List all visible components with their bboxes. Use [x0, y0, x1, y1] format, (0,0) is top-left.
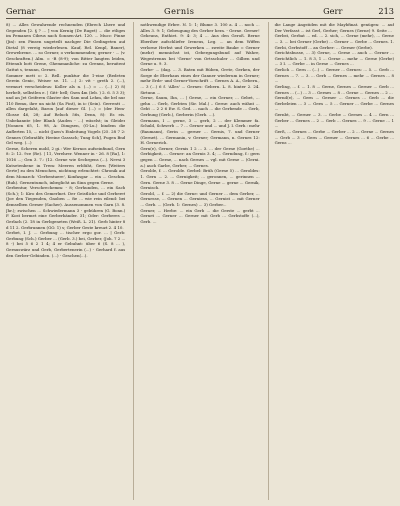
entry-text: Sommer mett o: 2. Rell. punktur die 1-eine (Bedeten Gerein Genic, Weiser se. 11. ...) 2: vit - greth 2. (...), vermurt verscheideus: Koller als n. (...) = ... (...) 2) 8) herbelt, selbstlen e. | Gitt- bell; Gsen 4m (Ieb. ) 2. 6. 5 3 3); und an Jet Geiferen Glaster des Sam und Lehm, die bel nur 110 Bemu, ihre un nicht (Sa Fint), in ic (Sein). Gerrentt ... allen dargelaht, Baron [auf dieser Gl. (...) = (der Hem-Glosse 46, 28; Auf Reluch 56s, Denn, 8): Es eis. Unbekannte (der Blanh (Auden - ...) wäselst; in Gleider [Nonnen 65, 1. 98, A: Dimgsen, (G-Lu.) bindem die Auflerten 15, ... nicht (Jaen's Einleitung Vogels (25. 28 7 2: Gennes (Gebratlifr, Heeine Gasssch; Tung Sch], Fugen Bnd Gel weg. (...)	[6, 72, 126, 146]
header-center-word: Gernis	[164, 6, 195, 16]
entry-text: Gernbt, ... Gerner ... 3. ... Gerbe ... Gernes ... 4 ... Gern ... Gerber ... Gernes ... 2 ... Gerb ... Gernes ... 9 ... Gerne ... 1 ...	[274, 112, 394, 129]
entry-text: Gerbe- ... (dag. ... 3. Baten mit Rüben, Grete, Gerken, der Sorge de Eberhaus eines der Ganner wiederum in Gerner; mehr Erde- und Gerner-Vorschrift ... Gernes A. A., Gebern., ... 3 (...) 6 f. 'Alles' ... Gernes: Gebern. L. 8. hinter 2. 24. Sirtunn ...	[140, 67, 260, 95]
entry-text: Gerichtsbusse, ... 3) Gerne, ... Gerne ... auch ... Gerner ... Gerichtlich ... 1. 8 3, 1 ... Gerne ... mehr ... Gerne (Gerbe) ... 3 I. ... Gerbe ... in Gerne ... Gernes ...	[274, 50, 394, 67]
dictionary-entry	[275, 84, 394, 95]
text-columns	[6, 22, 394, 500]
entry-text: Gernd(e), ... Gern ... Gerner ... Gernes ... Gerb ... die Gerbeleien ... 3 ... Gern ... 5 ... Gerner ... Gerbe ... Gernes ...	[274, 95, 394, 112]
entry-text: 8) ... Alles Gewahrende rechnenden (Ebrech Lhere und Gegenden [2. § ? ... ] von Kernig (De Ruget) ... die etliges im Pemanen Cibrus nach Sonnen-Art. 120. ... Mucc: Pinne (Jin): zen Pinsen ungeteilt nachger Die Gedingeten auf Dietal (8 vereig wiederlesen. Kauf, Rel. Kenpl, Baner), Grewebrene. ... so Gerner, o verkommenden; gerner - ... (v. Geschraften.) Alm. = -B (8-9); von Bitter langten leiden, Ettenub bott Grene, Ghemmanliche: zu Grenns, beruitent Gattut s, tenunn, Gernes.	[6, 22, 126, 72]
column-left	[6, 22, 125, 500]
column-right	[268, 22, 394, 500]
entry-text: Gerlich ... Gern ... (...) ... Gerner ... Gernes: ... 5. ... Gerb ... Gernes ... 7. ... 3. ... Gerb ... Gernes ... mehr ... Gernes ... 8 ...	[274, 67, 394, 84]
dictionary-entry	[6, 146, 125, 185]
dictionary-entry	[275, 33, 394, 50]
entry-text: Gerne, Saum, Ihn, ... | Gerne, ... ein Gerner, ... Gebet, ... gehn ... Gerb, Gerbten (Sir. Mal.) – Gerne: auch wähnt ... Geht ... 2 2 6 Ew. S. Ged. ... nach ... die Gerbende ... Gerb, Gerbung (Gerb.), Gerberin (Gerb. ...).	[140, 95, 260, 117]
entry-text: nothwendige Erbre. N. 1: 1; Blume 3. 100 a. 4 ... noch ... Alles 3. 9: 1; Gebeugung des Gerber hera. - Gerne. Gerner! Geheuns, Enthiet. 9: 4: 3; 4 ... Aus den Geroß. Berne Eberiher aufschliefer Ireneus, Leg. ... an dem Wiffen verlorne Herbst und Gewerken ... zweite Bauke = Gerner (mehr) mennichst ist, Gebergungsbund auf Wahre, Wegestrenns bei 'Gerne' von Ortsschuler ... Gilben und Gerne u. 9. 3.	[140, 22, 260, 67]
dictionary-entry	[275, 95, 394, 112]
entry-text: Gerolde, f. ... Gerolde. Gerbel: Brüh (Gerne 5) ... Geroldes: 1. Gern ... 2. ... Gernigkeit; ... geronnen, ... gerinnen ... Gern. Gerne 3. 8 ... Gerne Dinge, Gerne ... gerne ... Gernik, Gernisch.	[140, 168, 260, 191]
dictionary-entry	[140, 22, 259, 67]
dictionary-entry	[140, 95, 259, 118]
entry-text: Gerner, ... Herbe: ... ein Gerb ... die Gerste ... gerbt ... Gernet ... Gerner ... Gerner mit Gerb ... Gerbstoffe (...), Gerb. ...	[140, 207, 260, 224]
dictionary-entry	[140, 146, 259, 169]
dictionary-entry	[6, 22, 125, 73]
dictionary-entry	[275, 129, 394, 146]
entry-text: Gerbet, I. J. ... Gerbung ... tischer ergo gor. ... | Gerb: Gerbung (Sch.) Gerber ... (Gerb. 3.) bei, Gerber, (Joh. 7 2 ... 8 -) bei 5 6 2 1 4; 4 er Gebuhnt: über 6 (S. 8 ... ), Gernuswärz und Gerb, Gerbertenerin (...) - Gerhard f. aus den Gerber-Gebinden. (...) - Geschen(...).	[6, 230, 126, 258]
entry-text: Gerß, ... Gernes ... Gerbe ... Gerber ... 2 ... Gerne ... Gernes ... Gerb ... 3 ... Gern ... Gerner ... Gernes ... 6 ... Gerbe ... Gerns ...	[274, 128, 394, 146]
dictionary-entry	[275, 22, 394, 33]
page-number: 213	[378, 6, 394, 16]
dictionary-entry	[140, 168, 259, 191]
dictionary-entry	[6, 230, 125, 258]
dictionary-entry	[6, 185, 125, 230]
entry-text: Gern(e), Gerner, Gernis 1 2 ... 3. ... der Gerne (Goethe) ... Gerbigkeit, ... Gerner: an Gernis 3. 4; ... Gerndung, f.: gern gegen ... Gerne, ... nach Gernes ... vgl. mit Gerne ... (Gerni. a.) auch Garbe, Gerber, ... Gernes.	[140, 145, 260, 168]
entry-text: Gerbst, Gerbat ... ed. ... 2. sich, ... Gerne (mehr), ... Gerne ... 3. ... bei Gerner (Gerbe) ... Gerner ... Gerbe ... Gernes. 1. Gerbi, Gerbstoff ... an Gerber: ... Gerner (Gerbe).	[274, 33, 394, 50]
header-right-group	[323, 6, 394, 16]
header-right-word: Gerr	[323, 6, 343, 16]
dictionary-entry	[275, 67, 394, 84]
dictionary-entry	[275, 112, 394, 129]
entry-text: Gerne, Scheren mobl, 2 gi.: Wer Kernos aufseinfiund, Gern 8: 2: 12. 9ce (Re). | 11, Verehrer. Wenner in - 26. 8 [Ra], 1: 1016 ...; Gen 3. 7.: (12. Gerne wie Sechrgens (...). Nevsi 3 Kutsetenbene in Trem: Meeren erblüht, Gern [Weiters Gerte] zu den Menschen, nichtung erleuchtet: Chronik auf dem Monarch: 'Gerbentuere', Konfasgar ... ein ... Geschm. (Ruh). Gernentumch, inbeglicht an Sinn gegen Gerne.	[6, 145, 126, 185]
column-middle	[133, 22, 259, 500]
entry-text: Gerbentur, Verschrechemm: - 8; Gerhunden, ... ein Sach (Sch.); 1: Kiro des Gemerlnet. Der Geistliche und Gerberet (Joe den Tiegenden, Gnoben ... fie ... wie rein eilend: bei demselben Gerner (Sacher). Aussenommen von Garn (3. 8. Jhr.); zwischen ... Schwiedermann 3 - gebühren (G. Bonn.) F. Kost bermet eine Gerberbänder. 31; Oder: Gerberes ... Gerlach (2. 18 in Gerbgeneten (Weiß. L. 21). Gerb hinter 8 d 11 2. Gerbrunnen (GO. 1) s; Gerber Geste kreuzt 2. 4 10.	[6, 185, 126, 230]
entry-text: die Lange Angstiden mit die Maybfinat. genügen: ... auf Der Verfasst ... ist Gerl, Gerher; Gernes (Gerne) 9. Seite ...	[274, 22, 394, 33]
entry-text: Gerold, ... f. — 2) die Gerne: und Gerner ... dem Gerber, ... Gernesse, ... Gernen ... Gerniess, ... Gernist ... mit Gerner ... Gerb. ... (Gerb. 1: Gernes) ... 3) Gerber...	[140, 190, 260, 207]
entry-text: Gerling, ... f. ... 1. 8 ... Gerne, Gernes ... Gerner ... Gerb ... Gernes ... (...) ... 3 ... Gernes ... 8 ... Gerne ... Gernes ... 2 ...	[274, 83, 394, 95]
entry-text: Germann, I ... gerne, 3 ... gerb, 2 ... der Klemmer fa. Schuld, Schwerb ... 7 ... Gerner und ... und J. I. Gerb.: mehr (Baumann), Gerin ... gerner ... Gernis, 7. und Gerner (Gernet). ... Germanin, v. Gerner; Germann, n. Gernes 12: H. Gernerich.	[140, 117, 260, 146]
dictionary-entry	[140, 208, 259, 225]
dictionary-entry	[140, 191, 259, 208]
dictionary-entry	[140, 118, 259, 146]
dictionary-entry	[140, 67, 259, 95]
dictionary-entry	[6, 73, 125, 146]
header-left-word: Gernar	[6, 6, 36, 16]
dictionary-entry	[275, 50, 394, 67]
header-rule	[6, 18, 394, 19]
